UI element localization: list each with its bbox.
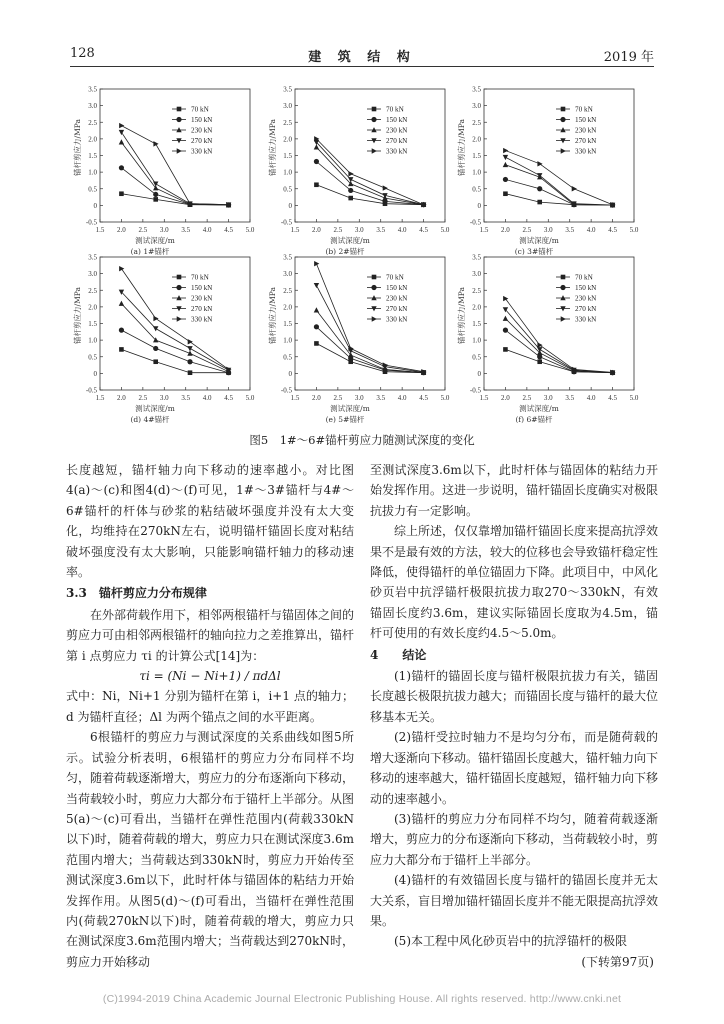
legend-label: 150 kN <box>575 284 597 293</box>
y-tick-label: 0.5 <box>472 353 481 362</box>
x-axis-label: 测试深度/m <box>330 236 370 245</box>
legend-marker <box>177 148 182 153</box>
x-tick-label: 1.5 <box>479 226 489 234</box>
x-tick-label: 3.5 <box>181 394 191 402</box>
data-point <box>119 130 124 135</box>
x-tick-label: 1.5 <box>290 226 300 234</box>
chart-panel-1 <box>267 86 450 257</box>
legend-label: 70 kN <box>575 105 593 114</box>
x-tick-label: 2.0 <box>312 394 321 402</box>
data-point <box>537 359 542 364</box>
data-point <box>503 148 508 153</box>
section-heading: 4 结论 <box>370 647 427 662</box>
y-tick-label: 3.5 <box>472 85 481 94</box>
series-line-1 <box>316 327 423 373</box>
data-point <box>119 347 124 352</box>
x-tick-label: 4.5 <box>224 226 233 234</box>
legend-marker <box>561 275 566 280</box>
legend-label: 150 kN <box>386 284 408 293</box>
x-axis-label: 测试深度/m <box>135 236 175 245</box>
x-tick-label: 4.5 <box>224 394 233 402</box>
legend-marker <box>560 117 565 122</box>
legend-label: 230 kN <box>575 294 597 303</box>
data-point <box>503 191 508 196</box>
x-tick-label: 1.5 <box>290 394 300 402</box>
y-tick-label: 2.5 <box>88 118 97 127</box>
y-tick-label: 0 <box>477 369 481 378</box>
y-tick-label: 2.5 <box>283 118 292 127</box>
chart-panel-5 <box>456 254 639 425</box>
series-line-2 <box>505 165 612 205</box>
y-tick-label: 1.5 <box>472 320 481 328</box>
data-point <box>314 307 319 312</box>
y-tick-label: 2.0 <box>88 135 97 144</box>
legend-label: 70 kN <box>191 273 209 282</box>
data-point <box>348 188 353 193</box>
x-tick-label: 4.5 <box>419 226 428 234</box>
left-column <box>66 460 354 972</box>
y-tick-label: 0.5 <box>88 185 97 194</box>
data-point <box>119 266 124 271</box>
legend-marker <box>561 107 566 112</box>
data-point <box>187 359 192 364</box>
x-tick-label: 5.0 <box>440 226 450 234</box>
x-tick-label: 2.5 <box>522 394 532 402</box>
series-line-4 <box>316 264 423 372</box>
x-tick-label: 3.5 <box>181 226 191 234</box>
paragraph: 在外部荷载作用下，相邻两根锚杆与锚固体之间的剪应力可由相邻两根锚杆的轴向拉力之差推算出，锚杆第 i 点剪应力 τi 的计算公式[14]为： <box>66 607 355 663</box>
equation: τi = (Ni − Ni+1) / πdΔl <box>139 669 281 684</box>
y-tick-label: 1.5 <box>88 152 97 160</box>
legend-label: 70 kN <box>191 105 209 114</box>
x-tick-label: 4.0 <box>202 394 212 402</box>
x-axis-label: 测试深度/m <box>519 236 559 245</box>
data-point <box>153 197 158 202</box>
legend-marker <box>176 285 181 290</box>
paragraph: 综上所述，仅仅靠增加锚杆锚固长度来提高抗浮效果不是最有效的方法，较大的位移也会导致锚杆稳定性降低，使得锚杆的单位锚固力下降。此项目中，中风化砂页岩中抗浮锚杆极限抗拔力取270～330kN，有效锚固长度约3.6m，建议实际锚固长度取为4.5m，锚杆可使用的有效长度约4.5～5.0m。 <box>370 524 659 641</box>
legend-label: 330 kN <box>191 315 213 324</box>
y-tick-label: 1.0 <box>472 336 481 345</box>
chart-subtitle: (f) 6#锚杆 <box>515 415 553 424</box>
data-point <box>383 185 388 190</box>
x-tick-label: 4.5 <box>419 394 428 402</box>
series-line-3 <box>121 132 228 205</box>
y-tick-label: 3.0 <box>283 270 292 279</box>
legend-label: 70 kN <box>386 273 404 282</box>
y-tick-label: 3.0 <box>472 270 481 279</box>
x-axis-label: 测试深度/m <box>330 404 370 413</box>
legend-marker <box>560 285 565 290</box>
paragraph: 长度越短，锚杆轴力向下移动的速率越小。对比图4(a)～(c)和图4(d)～(f)可见，1#～3#锚杆与4#～6#锚杆的杆体与砂浆的粘结破坏强度并没有太大变化，均维持在270kN左右，说明锚杆锚固长度对粘结破坏强度没有太大影响，只能影响锚杆轴力的移动速率。 <box>66 463 354 580</box>
conclusion-item: (4)锚杆的有效锚固长度与锚杆的锚固长度并无太大关系，盲目增加锚杆锚固长度并不能无限提高抗浮效果。 <box>370 873 659 928</box>
x-tick-label: 1.5 <box>479 394 489 402</box>
page-number: 128 <box>70 46 95 61</box>
chart-subtitle: (d) 4#锚杆 <box>130 415 170 424</box>
y-tick-label: 2.0 <box>88 303 97 312</box>
legend-label: 330 kN <box>386 147 408 156</box>
y-axis-label: 锚杆剪应力/MPa <box>268 287 277 344</box>
data-point <box>314 341 319 346</box>
x-tick-label: 5.0 <box>440 394 450 402</box>
x-tick-label: 1.5 <box>95 394 105 402</box>
data-point <box>153 326 158 331</box>
y-tick-label: 2.0 <box>472 135 481 144</box>
y-tick-label: -0.5 <box>85 218 97 227</box>
x-tick-label: 3.5 <box>376 226 386 234</box>
legend-label: 70 kN <box>386 105 404 114</box>
legend-label: 230 kN <box>386 294 408 303</box>
y-tick-label: 3.0 <box>472 102 481 111</box>
data-point <box>348 196 353 201</box>
legend-label: 330 kN <box>191 147 213 156</box>
x-tick-label: 3.0 <box>354 226 364 234</box>
y-tick-label: 0.5 <box>283 185 292 194</box>
y-tick-label: 0 <box>288 369 292 378</box>
y-tick-label: 3.0 <box>88 102 97 111</box>
y-tick-label: 3.5 <box>283 85 292 94</box>
x-tick-label: 2.5 <box>333 226 343 234</box>
data-point <box>314 324 319 329</box>
x-tick-label: 3.5 <box>565 226 575 234</box>
y-tick-label: 2.5 <box>88 286 97 295</box>
series-line-1 <box>121 330 228 373</box>
legend-marker <box>177 316 182 321</box>
series-line-1 <box>505 330 612 373</box>
conclusion-item: (5)本工程中风化砂页岩中的抗浮锚杆的极限 <box>394 934 627 949</box>
chart-subtitle: (a) 1#锚杆 <box>130 247 170 256</box>
y-tick-label: 1.0 <box>283 336 292 345</box>
legend-label: 230 kN <box>386 126 408 135</box>
legend-label: 70 kN <box>575 273 593 282</box>
y-tick-label: -0.5 <box>85 386 97 395</box>
figure-5-charts <box>0 0 724 432</box>
x-tick-label: 3.5 <box>376 394 386 402</box>
y-tick-label: 3.0 <box>283 102 292 111</box>
x-tick-label: 3.0 <box>159 394 169 402</box>
x-tick-label: 4.0 <box>397 394 407 402</box>
x-axis-label: 测试深度/m <box>135 404 175 413</box>
x-tick-label: 1.5 <box>95 226 105 234</box>
x-axis-label: 测试深度/m <box>519 404 559 413</box>
chart-subtitle: (c) 3#锚杆 <box>514 247 554 256</box>
legend-label: 230 kN <box>575 126 597 135</box>
y-tick-label: 3.0 <box>88 270 97 279</box>
legend-label: 270 kN <box>191 305 213 314</box>
y-axis-label: 锚杆剪应力/MPa <box>457 119 466 176</box>
y-tick-label: 1.0 <box>283 168 292 177</box>
legend-label: 330 kN <box>575 147 597 156</box>
x-tick-label: 5.0 <box>245 226 255 234</box>
legend-label: 150 kN <box>191 284 213 293</box>
x-tick-label: 4.0 <box>586 226 596 234</box>
legend-label: 270 kN <box>575 305 597 314</box>
data-point <box>314 159 319 164</box>
data-point <box>503 162 508 167</box>
copyright-footer: (C)1994-2019 China Academic Journal Electronic Publishing House. All rights reserved. http://www.cnki.net <box>102 993 622 1005</box>
publication-year: 2019 年 <box>603 50 654 65</box>
x-tick-label: 2.5 <box>138 394 148 402</box>
data-point <box>537 200 542 205</box>
paragraph: 至测试深度3.6m以下，此时杆体与锚固体的粘结力开始发挥作用。这进一步说明，锚杆锚固长度确实对极限抗拔力有一定影响。 <box>370 463 659 518</box>
y-axis-label: 锚杆剪应力/MPa <box>73 119 82 176</box>
legend-label: 330 kN <box>386 315 408 324</box>
paragraph: 式中：Ni，Ni+1 分别为锚杆在第 i，i+1 点的轴力；d 为锚杆直径；Δl 为两个锚点之间的水平距离。 <box>66 689 354 724</box>
series-line-0 <box>505 194 612 205</box>
legend-label: 330 kN <box>575 315 597 324</box>
y-tick-label: 3.5 <box>283 253 292 262</box>
y-tick-label: 1.5 <box>88 320 97 328</box>
data-point <box>503 316 508 321</box>
y-tick-label: 2.0 <box>283 303 292 312</box>
x-tick-label: 3.5 <box>565 394 575 402</box>
y-axis-label: 锚杆剪应力/MPa <box>457 287 466 344</box>
y-tick-label: 2.0 <box>472 303 481 312</box>
y-tick-label: 0 <box>93 201 97 210</box>
y-tick-label: 1.5 <box>283 320 292 328</box>
y-tick-label: 1.0 <box>88 336 97 345</box>
y-tick-label: 0.5 <box>283 353 292 362</box>
legend-label: 270 kN <box>386 137 408 146</box>
data-point <box>153 359 158 364</box>
section-heading: 3.3 锚杆剪应力分布规律 <box>66 586 207 601</box>
x-tick-label: 4.0 <box>586 394 596 402</box>
x-tick-label: 2.5 <box>138 226 148 234</box>
y-tick-label: 2.5 <box>472 118 481 127</box>
series-line-2 <box>121 142 228 205</box>
data-point <box>503 328 508 333</box>
series-line-3 <box>316 142 423 205</box>
y-tick-label: 3.5 <box>88 253 97 262</box>
chart-panel-0 <box>72 86 255 257</box>
y-tick-label: 1.5 <box>472 152 481 160</box>
y-tick-label: -0.5 <box>280 218 292 227</box>
data-point <box>537 173 542 178</box>
data-point <box>119 328 124 333</box>
y-tick-label: 1.0 <box>88 168 97 177</box>
y-tick-label: 0 <box>288 201 292 210</box>
chart-panel-2 <box>456 86 639 257</box>
data-point <box>119 123 124 128</box>
data-point <box>314 283 319 288</box>
y-tick-label: -0.5 <box>280 386 292 395</box>
series-line-4 <box>505 151 612 205</box>
chart-panel-4 <box>267 254 450 425</box>
legend-label: 230 kN <box>191 126 213 135</box>
data-point <box>537 347 542 352</box>
chart-panel-3 <box>72 254 255 425</box>
data-point <box>153 141 158 146</box>
data-point <box>119 139 124 144</box>
legend-label: 150 kN <box>191 116 213 125</box>
data-point <box>119 165 124 170</box>
x-tick-label: 4.5 <box>608 226 617 234</box>
conclusion-item: (3)锚杆的剪应力分布同样不均匀，随着荷载逐渐增大，剪应力的分布逐渐向下移动，当荷载较小时，剪应力大都分布于锚杆上半部分。 <box>370 811 659 867</box>
legend-label: 270 kN <box>191 137 213 146</box>
data-point <box>153 346 158 351</box>
legend-label: 270 kN <box>386 305 408 314</box>
y-tick-label: 2.5 <box>472 286 481 295</box>
x-tick-label: 3.0 <box>159 226 169 234</box>
data-point <box>187 346 192 351</box>
legend-marker <box>177 275 182 280</box>
y-tick-label: 3.5 <box>472 253 481 262</box>
x-tick-label: 4.0 <box>202 226 212 234</box>
conclusion-item: (2)锚杆受拉时轴力不是均匀分布，而是随荷载的增大逐渐向下移动。锚杆锚固长度越大，锚杆轴力向下移动的速率越大，锚杆锚固长度越短，锚杆轴力向下移动的速率越小。 <box>370 730 659 806</box>
data-point <box>572 186 577 191</box>
x-tick-label: 3.0 <box>354 394 364 402</box>
legend-marker <box>372 316 377 321</box>
x-tick-label: 4.5 <box>608 394 617 402</box>
y-axis-label: 锚杆剪应力/MPa <box>268 119 277 176</box>
x-tick-label: 2.5 <box>522 226 532 234</box>
data-point <box>119 191 124 196</box>
data-point <box>503 155 508 160</box>
x-tick-label: 5.0 <box>245 394 255 402</box>
y-tick-label: 2.5 <box>283 286 292 295</box>
x-tick-label: 2.0 <box>117 226 126 234</box>
x-tick-label: 5.0 <box>629 394 639 402</box>
series-line-1 <box>121 168 228 205</box>
legend-marker <box>371 285 376 290</box>
right-column <box>370 460 658 972</box>
figure-caption: 图5 1#～6#锚杆剪应力随测试深度的变化 <box>249 433 475 447</box>
y-tick-label: -0.5 <box>469 386 481 395</box>
x-tick-label: 2.0 <box>312 226 321 234</box>
x-tick-label: 3.0 <box>543 226 553 234</box>
y-tick-label: 0.5 <box>88 353 97 362</box>
y-tick-label: 0 <box>477 201 481 210</box>
y-tick-label: -0.5 <box>469 218 481 227</box>
y-tick-label: 0 <box>93 369 97 378</box>
series-line-4 <box>316 139 423 205</box>
y-tick-label: 1.0 <box>472 168 481 177</box>
x-tick-label: 2.5 <box>333 394 343 402</box>
legend-label: 150 kN <box>386 116 408 125</box>
journal-title: 建 筑 结 构 <box>308 50 416 65</box>
legend-label: 230 kN <box>191 294 213 303</box>
data-point <box>503 347 508 352</box>
series-line-2 <box>505 319 612 373</box>
continued-note: (下转第97页) <box>581 954 654 969</box>
y-tick-label: 0.5 <box>472 185 481 194</box>
y-tick-label: 3.5 <box>88 85 97 94</box>
legend-marker <box>372 275 377 280</box>
legend-marker <box>372 107 377 112</box>
chart-subtitle: (b) 2#锚杆 <box>325 247 365 256</box>
legend-marker <box>176 117 181 122</box>
series-line-4 <box>121 126 228 205</box>
legend-marker <box>371 117 376 122</box>
x-tick-label: 2.0 <box>501 394 510 402</box>
data-point <box>119 301 124 306</box>
legend-marker <box>561 148 566 153</box>
y-axis-label: 锚杆剪应力/MPa <box>73 287 82 344</box>
data-point <box>503 177 508 182</box>
x-tick-label: 2.0 <box>501 226 510 234</box>
x-tick-label: 5.0 <box>629 226 639 234</box>
legend-label: 270 kN <box>575 137 597 146</box>
y-tick-label: 1.5 <box>283 152 292 160</box>
x-tick-label: 3.0 <box>543 394 553 402</box>
conclusion-item: (1)锚杆的锚固长度与锚杆极限抗拔力有关，锚固长度越长极限抗拔力越大；而锚固长度与锚杆的最大位移基本无关。 <box>370 669 659 724</box>
legend-marker <box>177 107 182 112</box>
data-point <box>314 182 319 187</box>
paragraph: 6根锚杆的剪应力与测试深度的关系曲线如图5所示。试验分析表明，6根锚杆的剪应力分布同样不均匀，随着荷载逐渐增大，剪应力的分布逐渐向下移动，当荷载较小时，剪应力大都分布于锚杆上半部分。从图5(a)～(c)可看出，当锚杆在弹性范围内(荷载330kN以下)时，随着荷载的增大，剪应力只在测试深度3.6m范围内增大；当荷载达到330kN时，剪应力开始传至测试深度3.6m以下，此时杆体与锚固体的粘结力开始发挥作用。从图5(d)～(f)可看出，当锚杆在弹性范围内(荷载270kN以下)时，随着荷载的增大，剪应力只在测试深度3.6m范围内增大；当荷载达到270kN时，剪应力开始移动 <box>66 730 355 969</box>
data-point <box>503 296 508 301</box>
legend-marker <box>561 316 566 321</box>
x-tick-label: 2.0 <box>117 394 126 402</box>
data-point <box>188 370 193 375</box>
data-point <box>537 186 542 191</box>
data-point <box>348 171 353 176</box>
legend-label: 150 kN <box>575 116 597 125</box>
legend-marker <box>372 148 377 153</box>
y-tick-label: 2.0 <box>283 135 292 144</box>
data-point <box>153 192 158 197</box>
x-tick-label: 4.0 <box>397 226 407 234</box>
chart-subtitle: (e) 5#锚杆 <box>325 415 365 424</box>
data-point <box>314 261 319 266</box>
